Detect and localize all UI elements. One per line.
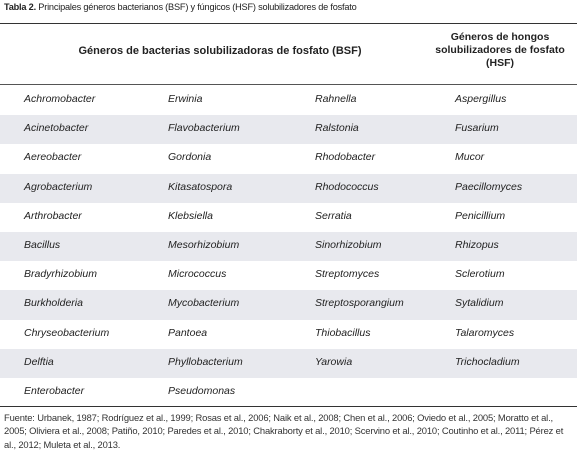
table-cell: Mycobacterium: [168, 297, 240, 310]
table-row: [0, 290, 577, 319]
table-cell: Mesorhizobium: [168, 238, 240, 251]
table-row: [0, 174, 577, 203]
table-caption-text: Principales géneros bacterianos (BSF) y fúngicos (HSF) solubilizadores de fosfato: [35, 2, 357, 12]
table-bottom-rule: [0, 406, 577, 407]
table-cell: Pseudomonas: [168, 384, 236, 397]
table-cell: Rahnella: [315, 93, 357, 105]
table-cell: Sclerotium: [455, 268, 505, 281]
header-rule: [0, 84, 577, 85]
table-cell: Aspergillus: [455, 93, 507, 105]
table-cell: Sinorhizobium: [315, 238, 382, 251]
table-cell: Gordonia: [168, 151, 212, 164]
table-caption: [4, 2, 357, 12]
table-cell: Acinetobacter: [24, 122, 89, 135]
table-cell: Kitasatospora: [168, 180, 233, 193]
table-cell: Pantoea: [168, 326, 208, 339]
table-source-footnote: Fuente: Urbanek, 1987; Rodríguez et al., 1999; Rosas et al., 2006; Naik et al., 2008; Chen et al., 2006; Oviedo et al., 2005; Moratto et al., 2005; Oliviera et al., 2008; Patiño, 2010; Paredes et al., 2010; Chakraborty et al., 2010; Scervino et al., 2010; Coutinho et al., 2011; Pérez et al., 2012; Muleta et al., 2013.: [4, 412, 564, 450]
table-row: [0, 86, 577, 115]
table-top-rule: [0, 23, 577, 24]
table-cell: Streptosporangium: [315, 297, 404, 310]
table-cell: Erwinia: [168, 93, 203, 105]
table-row: [0, 115, 577, 144]
table-cell: Thiobacillus: [315, 326, 371, 339]
table-cell: Agrobacterium: [24, 180, 93, 193]
table-row: [0, 320, 577, 349]
table-cell: Penicillium: [455, 209, 506, 222]
table-cell: Fusarium: [455, 122, 499, 135]
header-fungi: Géneros de hongos solubilizadores de fosfato (HSF): [435, 31, 565, 69]
header-bacteria: Géneros de bacterias solubilizadoras de fosfato (BSF): [78, 45, 362, 57]
table-cell: Mucor: [455, 151, 485, 164]
table-row: [0, 232, 577, 261]
table-row: [0, 378, 577, 407]
table-cell: Achromobacter: [24, 93, 96, 105]
table-cell: Aereobacter: [24, 151, 82, 164]
table-row: [0, 349, 577, 378]
table-cell: Phyllobacterium: [168, 355, 243, 368]
table-body: [0, 86, 577, 407]
table-row: [0, 144, 577, 173]
table-cell: Trichocladium: [455, 355, 520, 368]
table-cell: Chryseobacterium: [24, 326, 110, 339]
table-cell: Streptomyces: [315, 268, 380, 281]
table-cell: Delftia: [24, 355, 54, 368]
table-cell: Rhizopus: [455, 238, 499, 251]
table-cell: Klebsiella: [168, 209, 213, 222]
table-cell: Enterobacter: [24, 384, 85, 397]
table-cell: Bacillus: [24, 238, 61, 251]
table-cell: Arthrobacter: [24, 209, 82, 222]
table-cell: Rhodococcus: [315, 180, 379, 193]
table-cell: Flavobacterium: [168, 122, 240, 135]
table-cell: Bradyrhizobium: [24, 268, 97, 281]
table-cell: Paecillomyces: [455, 180, 523, 193]
table-cell: Serratia: [315, 209, 352, 222]
table-cell: Burkholderia: [24, 297, 83, 310]
table-cell: Talaromyces: [455, 326, 515, 339]
table-cell: Sytalidium: [455, 297, 504, 310]
table-cell: Ralstonia: [315, 122, 359, 135]
table-cell: Yarowia: [315, 355, 353, 368]
table-row: [0, 261, 577, 290]
table-cell: Micrococcus: [168, 268, 227, 281]
table-caption-label: Tabla 2.: [4, 2, 36, 12]
table-cell: Rhodobacter: [315, 151, 376, 164]
table-row: [0, 203, 577, 232]
